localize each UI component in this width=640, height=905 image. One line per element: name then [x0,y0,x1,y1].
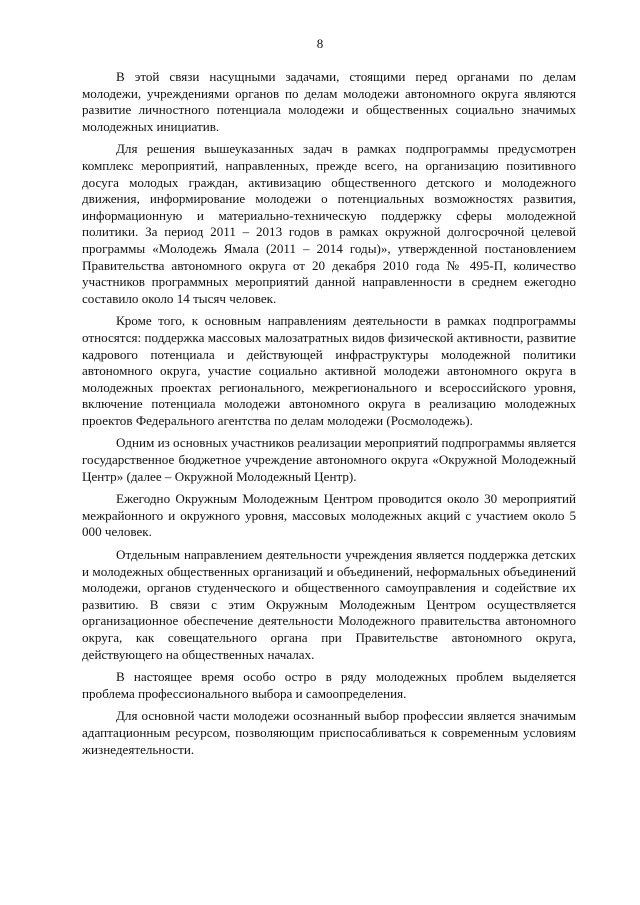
paragraph-career-choice: Для основной части молодежи осознанный выбор профессии является значимым адаптационным ресурсом, позволяющим приспосабливаться к современным условиям жизнедеятельности. [82,708,576,757]
body-text [82,69,576,764]
paragraph-annual-events: Ежегодно Окружным Молодежным Центром проводится около 30 мероприятий межрайонного и окружного уровня, массовых молодежных акций с участием около 5 000 человек. [82,491,576,540]
paragraph-problem: В настоящее время особо остро в ряду молодежных проблем выделяется проблема профессионального выбора и самоопределения. [82,669,576,701]
paragraph-measures: Для решения вышеуказанных задач в рамках подпрограммы предусмотрен комплекс мероприятий, направленных, прежде всего, на организацию позитивного досуга молодых граждан, активизацию общественного детского и молодежного движения, информирование молодежи о потенциальных возможностях развития, информационную и материально-техническую поддержку сферы молодежной политики. За период 2011 – 2013 годов в рамках окружной долгосрочной целевой программы «Молодежь Ямала (2011 – 2014 годы)», утвержденной постановлением Правительства автономного округа от 20 декабря 2010 года № 495-П, количество участников программных мероприятий данной направленности в среднем ежегодно составило около 14 тысяч человек. [82,141,576,306]
paragraph-tasks: В этой связи насущными задачами, стоящими перед органами по делам молодежи, учреждениями органов по делам молодежи автономного округа являются развитие личностного потенциала молодежи и общественных социально значимых молодежных инициатив. [82,69,576,134]
paragraph-support: Отдельным направлением деятельности учреждения является поддержка детских и молодежных общественных организаций и объединений, неформальных объединений молодежи, органов студенческого и общественного самоуправления и содействие их развитию. В связи с этим Окружным Молодежным Центром осуществляется организационное обеспечение деятельности Молодежного правительства автономного округа, как совещательного органа при Правительстве автономного округа, действующего на общественных началах. [82,547,576,662]
paragraph-directions: Кроме того, к основным направлениям деятельности в рамках подпрограммы относятся: поддержка массовых малозатратных видов физической активности, развитие кадрового потенциала и действующей инфраструктуры молодежной политики автономного округа, участие социально активной молодежи автономного округа в молодежных проектах регионального, межрегионального и всероссийского уровня, включение потенциала молодежи автономного округа в реализацию молодежных проектов Федерального агентства по делам молодежи (Росмолодежь). [82,313,576,428]
page-number: 8 [316,36,324,51]
paragraph-participants: Одним из основных участников реализации мероприятий подпрограммы является государственное бюджетное учреждение автономного округа «Окружной Молодежный Центр» (далее – Окружной Молодежный Центр). [82,435,576,484]
